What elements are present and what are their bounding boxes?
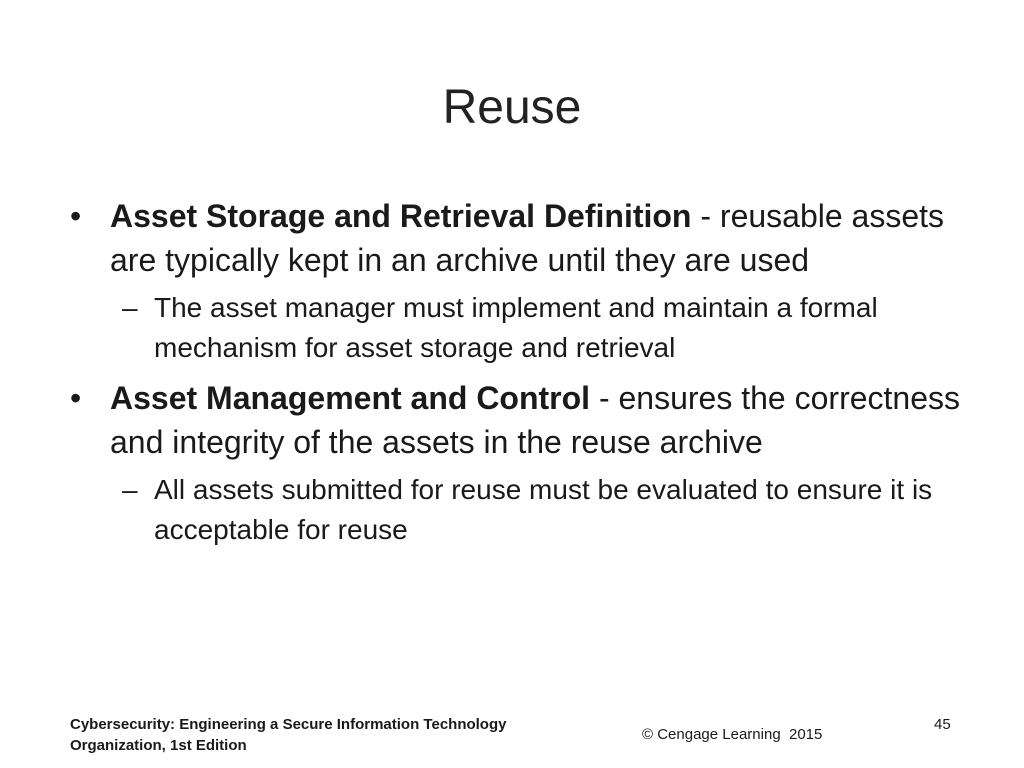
subbullet-item xyxy=(70,470,970,550)
slide-content xyxy=(70,194,970,558)
bullet-marker: • xyxy=(70,198,82,234)
bullet-term: Asset Management and Control xyxy=(110,380,591,416)
footer-source-line2: Organization, 1st Edition xyxy=(70,737,247,754)
footer-source xyxy=(70,714,590,756)
subbullet-text: All assets submitted for reuse must be evaluated to ensure it is acceptable for reuse xyxy=(154,474,933,545)
bullet-item-asset-storage xyxy=(70,194,970,282)
slide-title: Reuse xyxy=(442,81,582,134)
subbullet-marker: – xyxy=(122,474,138,505)
bullet-text: - ensures the correctness and integrity of the assets in the reuse archive xyxy=(110,380,960,460)
footer-source-line1: Cybersecurity: Engineering a Secure Information Technology xyxy=(70,716,507,733)
bullet-text: - reusable assets are typically kept in an archive until they are used xyxy=(110,198,945,278)
subbullet-text: The asset manager must implement and maintain a formal mechanism for asset storage and retrieval xyxy=(154,292,878,363)
bullet-marker: • xyxy=(70,380,82,416)
subbullet-marker: – xyxy=(122,292,138,323)
footer-copyright: © Cengage Learning 2015 xyxy=(642,726,823,743)
page-number: 45 xyxy=(934,716,951,733)
bullet-item-asset-management xyxy=(70,376,970,464)
bullet-term: Asset Storage and Retrieval Definition xyxy=(110,198,692,234)
subbullet-item xyxy=(70,288,970,368)
